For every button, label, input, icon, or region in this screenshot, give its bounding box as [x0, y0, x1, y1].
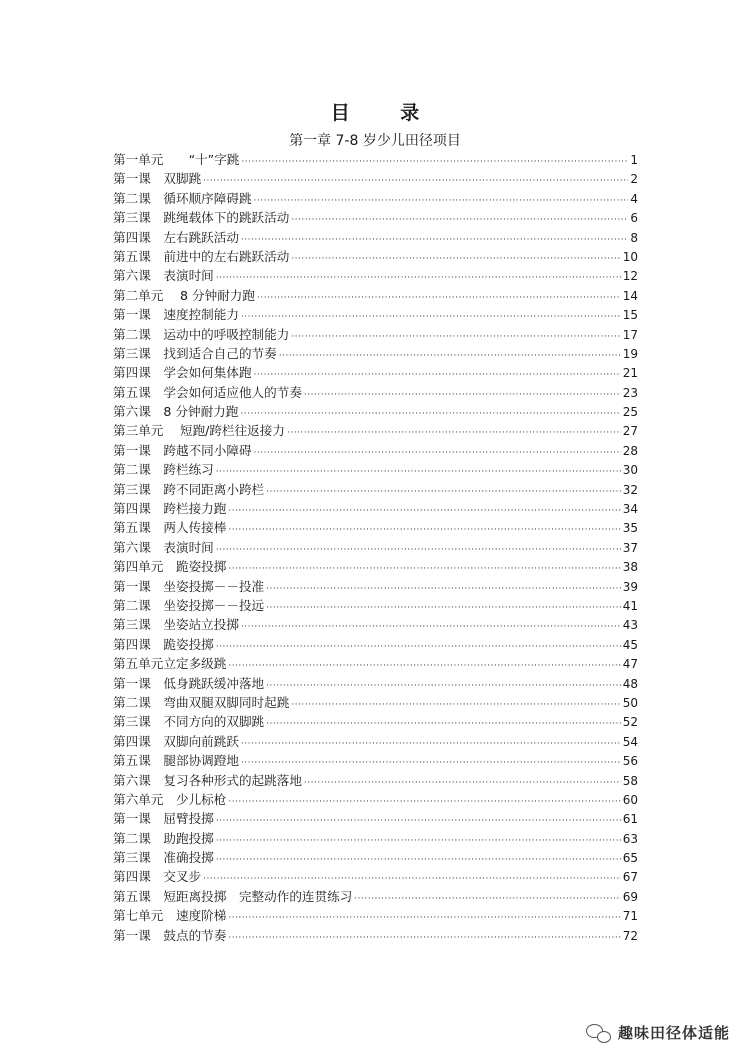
toc-entry-label: 第三课 不同方向的双脚跳	[113, 714, 265, 730]
toc-entry	[113, 577, 638, 596]
toc-entry	[113, 751, 638, 770]
toc-entry	[113, 189, 638, 208]
toc-entry-label: 第一课 鼓点的节奏	[113, 927, 227, 943]
toc-entry-label: 第三课 找到适合自己的节奏	[113, 345, 277, 361]
toc-leader-dots	[240, 405, 620, 424]
wechat-icon	[586, 1023, 612, 1043]
table-of-contents	[113, 150, 638, 945]
toc-leader-dots	[291, 211, 628, 230]
toc-entry-label: 第一课 屈臂投掷	[113, 811, 214, 827]
toc-entry-page-number: 72	[622, 928, 638, 943]
toc-entry	[113, 266, 638, 285]
toc-entry	[113, 926, 638, 945]
toc-leader-dots	[228, 793, 620, 812]
toc-entry	[113, 325, 638, 344]
toc-entry	[113, 518, 638, 537]
toc-entry	[113, 615, 638, 634]
toc-entry	[113, 848, 638, 867]
toc-entry-page-number: 50	[622, 695, 638, 710]
toc-leader-dots	[228, 521, 620, 540]
toc-entry	[113, 421, 638, 440]
toc-entry	[113, 169, 638, 188]
toc-leader-dots	[216, 541, 621, 560]
toc-entry-page-number: 67	[622, 870, 638, 885]
toc-entry-page-number: 38	[622, 560, 638, 575]
toc-entry-page-number: 15	[622, 308, 638, 323]
watermark	[586, 1022, 730, 1043]
toc-entry	[113, 305, 638, 324]
toc-leader-dots	[291, 328, 620, 347]
toc-entry-label: 第一课 速度控制能力	[113, 307, 239, 323]
account-name: 趣味田径体适能	[617, 1024, 730, 1042]
toc-entry	[113, 829, 638, 848]
toc-entry-page-number: 4	[630, 191, 638, 206]
toc-entry-page-number: 71	[622, 909, 638, 924]
toc-leader-dots	[228, 560, 620, 579]
toc-entry-page-number: 41	[622, 598, 638, 613]
toc-leader-dots	[304, 386, 621, 405]
toc-entry-label: 第二课 运动中的呼吸控制能力	[113, 326, 290, 342]
toc-entry-page-number: 19	[622, 346, 638, 361]
toc-entry-page-number: 61	[622, 812, 638, 827]
toc-entry-page-number: 52	[622, 715, 638, 730]
toc-leader-dots	[241, 735, 621, 754]
toc-entry-label: 第五课 腿部协调蹬地	[113, 753, 239, 769]
toc-entry-label: 第六课 复习各种形式的起跳落地	[113, 772, 302, 788]
toc-leader-dots	[241, 618, 621, 637]
toc-entry-page-number: 25	[622, 405, 638, 420]
toc-entry	[113, 771, 638, 790]
toc-entry-page-number: 45	[622, 637, 638, 652]
toc-entry-page-number: 65	[622, 851, 638, 866]
toc-entry-page-number: 32	[622, 482, 638, 497]
toc-leader-dots	[354, 890, 620, 909]
toc-entry-page-number: 30	[622, 463, 638, 478]
toc-entry-label: 第一课 双脚跳	[113, 171, 202, 187]
toc-entry-label: 第四课 跨栏接力跑	[113, 501, 227, 517]
toc-entry-page-number: 27	[622, 424, 638, 439]
toc-leader-dots	[216, 269, 621, 288]
toc-leader-dots	[257, 289, 621, 308]
toc-entry-label: 第二课 坐姿投掷－－投远	[113, 597, 265, 613]
toc-leader-dots	[279, 347, 621, 366]
toc-entry	[113, 383, 638, 402]
toc-entry-page-number: 34	[622, 502, 638, 517]
page-title: 目 录	[330, 102, 442, 124]
toc-entry-page-number: 54	[622, 734, 638, 749]
toc-entry	[113, 402, 638, 421]
toc-entry-page-number: 2	[630, 172, 638, 187]
toc-entry-page-number: 35	[622, 521, 638, 536]
toc-entry-label: 第三单元 短跑/跨栏往返接力	[113, 423, 285, 439]
toc-entry-page-number: 63	[622, 831, 638, 846]
toc-entry	[113, 712, 638, 731]
toc-entry-label: 第一课 低身跳跃缓冲落地	[113, 675, 265, 691]
toc-entry-page-number: 58	[622, 773, 638, 788]
toc-entry-label: 第四课 左右跳跃活动	[113, 229, 239, 245]
toc-entry-label: 第四课 跪姿投掷	[113, 636, 214, 652]
toc-entry	[113, 286, 638, 305]
toc-leader-dots	[266, 715, 621, 734]
toc-entry-page-number: 12	[622, 269, 638, 284]
toc-leader-dots	[266, 580, 621, 599]
toc-leader-dots	[291, 696, 620, 715]
toc-entry-label: 第一单元 “十”字跳	[113, 152, 240, 167]
toc-entry	[113, 247, 638, 266]
toc-entry-label: 第六课 8 分钟耐力跑	[113, 404, 239, 420]
toc-entry-label: 第五课 短距离投掷 完整动作的连贯练习	[113, 888, 353, 904]
toc-entry-label: 第二课 循环顺序障碍跳	[113, 190, 252, 206]
toc-leader-dots	[216, 832, 621, 851]
toc-leader-dots	[203, 172, 628, 191]
toc-entry	[113, 363, 638, 382]
toc-entry	[113, 150, 638, 169]
toc-entry-page-number: 43	[622, 618, 638, 633]
toc-entry-page-number: 6	[630, 211, 638, 226]
toc-entry-label: 第七单元 速度阶梯	[113, 908, 227, 924]
toc-entry-page-number: 1	[630, 153, 638, 167]
toc-leader-dots	[228, 909, 620, 928]
toc-leader-dots	[241, 231, 628, 250]
toc-entry-label: 第五课 前进中的左右跳跃活动	[113, 248, 290, 264]
toc-entry	[113, 228, 638, 247]
toc-leader-dots	[304, 774, 621, 793]
toc-leader-dots	[241, 308, 621, 327]
toc-entry-label: 第一课 坐姿投掷－－投准	[113, 578, 265, 594]
toc-entry-label: 第三课 跳绳载体下的跳跃活动	[113, 210, 290, 226]
toc-leader-dots	[228, 929, 620, 948]
toc-entry-label: 第五单元立定多级跳	[113, 656, 227, 672]
toc-leader-dots	[241, 153, 628, 172]
toc-entry-label: 第五课 学会如何适应他人的节奏	[113, 384, 302, 400]
toc-entry-page-number: 14	[622, 288, 638, 303]
toc-entry-page-number: 37	[622, 540, 638, 555]
toc-leader-dots	[216, 851, 621, 870]
toc-entry	[113, 344, 638, 363]
toc-leader-dots	[287, 424, 621, 443]
toc-entry-label: 第三课 坐姿站立投掷	[113, 617, 239, 633]
toc-entry-page-number: 10	[622, 249, 638, 264]
toc-entry-page-number: 56	[622, 754, 638, 769]
toc-leader-dots	[216, 812, 621, 831]
toc-entry	[113, 460, 638, 479]
toc-entry-page-number: 8	[630, 230, 638, 245]
toc-entry-label: 第三课 跨不同距离小跨栏	[113, 481, 265, 497]
toc-entry-label: 第二课 跨栏练习	[113, 462, 214, 478]
toc-leader-dots	[216, 463, 621, 482]
toc-leader-dots	[266, 599, 621, 618]
toc-leader-dots	[216, 638, 621, 657]
toc-entry	[113, 809, 638, 828]
toc-leader-dots	[228, 657, 620, 676]
toc-leader-dots	[266, 483, 621, 502]
toc-entry-label: 第六单元 少儿标枪	[113, 791, 227, 807]
toc-entry-label: 第一课 跨越不同小障碍	[113, 442, 252, 458]
toc-entry-label: 第四课 双脚向前跳跃	[113, 733, 239, 749]
toc-entry-page-number: 28	[622, 443, 638, 458]
toc-entry	[113, 674, 638, 693]
toc-entry-label: 第六课 表演时间	[113, 268, 214, 284]
chapter-heading: 第一章 7-8 岁少儿田径项目	[289, 133, 461, 149]
toc-leader-dots	[266, 677, 621, 696]
toc-entry	[113, 208, 638, 227]
toc-entry-label: 第二单元 8 分钟耐力跑	[113, 287, 255, 303]
toc-entry-page-number: 47	[622, 657, 638, 672]
toc-entry	[113, 557, 638, 576]
toc-entry-label: 第四单元 跪姿投掷	[113, 559, 227, 575]
toc-entry	[113, 654, 638, 673]
toc-entry-label: 第二课 弯曲双腿双脚同时起跳	[113, 694, 290, 710]
toc-entry	[113, 732, 638, 751]
toc-entry	[113, 887, 638, 906]
toc-entry	[113, 480, 638, 499]
toc-leader-dots	[254, 444, 621, 463]
toc-leader-dots	[254, 192, 629, 211]
toc-entry-label: 第六课 表演时间	[113, 539, 214, 555]
toc-entry	[113, 867, 638, 886]
toc-entry-label: 第四课 学会如何集体跑	[113, 365, 252, 381]
toc-leader-dots	[291, 250, 620, 269]
toc-leader-dots	[228, 502, 620, 521]
toc-entry	[113, 693, 638, 712]
toc-entry	[113, 790, 638, 809]
toc-entry-label: 第三课 准确投掷	[113, 850, 214, 866]
toc-entry-label: 第二课 助跑投掷	[113, 830, 214, 846]
toc-entry	[113, 538, 638, 557]
toc-entry-page-number: 23	[622, 385, 638, 400]
toc-entry	[113, 596, 638, 615]
toc-entry-page-number: 60	[622, 792, 638, 807]
toc-entry-page-number: 21	[622, 366, 638, 381]
toc-leader-dots	[254, 366, 621, 385]
toc-entry-page-number: 17	[622, 327, 638, 342]
toc-entry	[113, 906, 638, 925]
toc-entry	[113, 499, 638, 518]
toc-entry	[113, 441, 638, 460]
toc-entry-page-number: 48	[622, 676, 638, 691]
toc-entry-label: 第四课 交叉步	[113, 869, 202, 885]
toc-entry-page-number: 39	[622, 579, 638, 594]
toc-entry	[113, 635, 638, 654]
toc-entry-page-number: 69	[622, 889, 638, 904]
toc-entry-label: 第五课 两人传接棒	[113, 520, 227, 536]
